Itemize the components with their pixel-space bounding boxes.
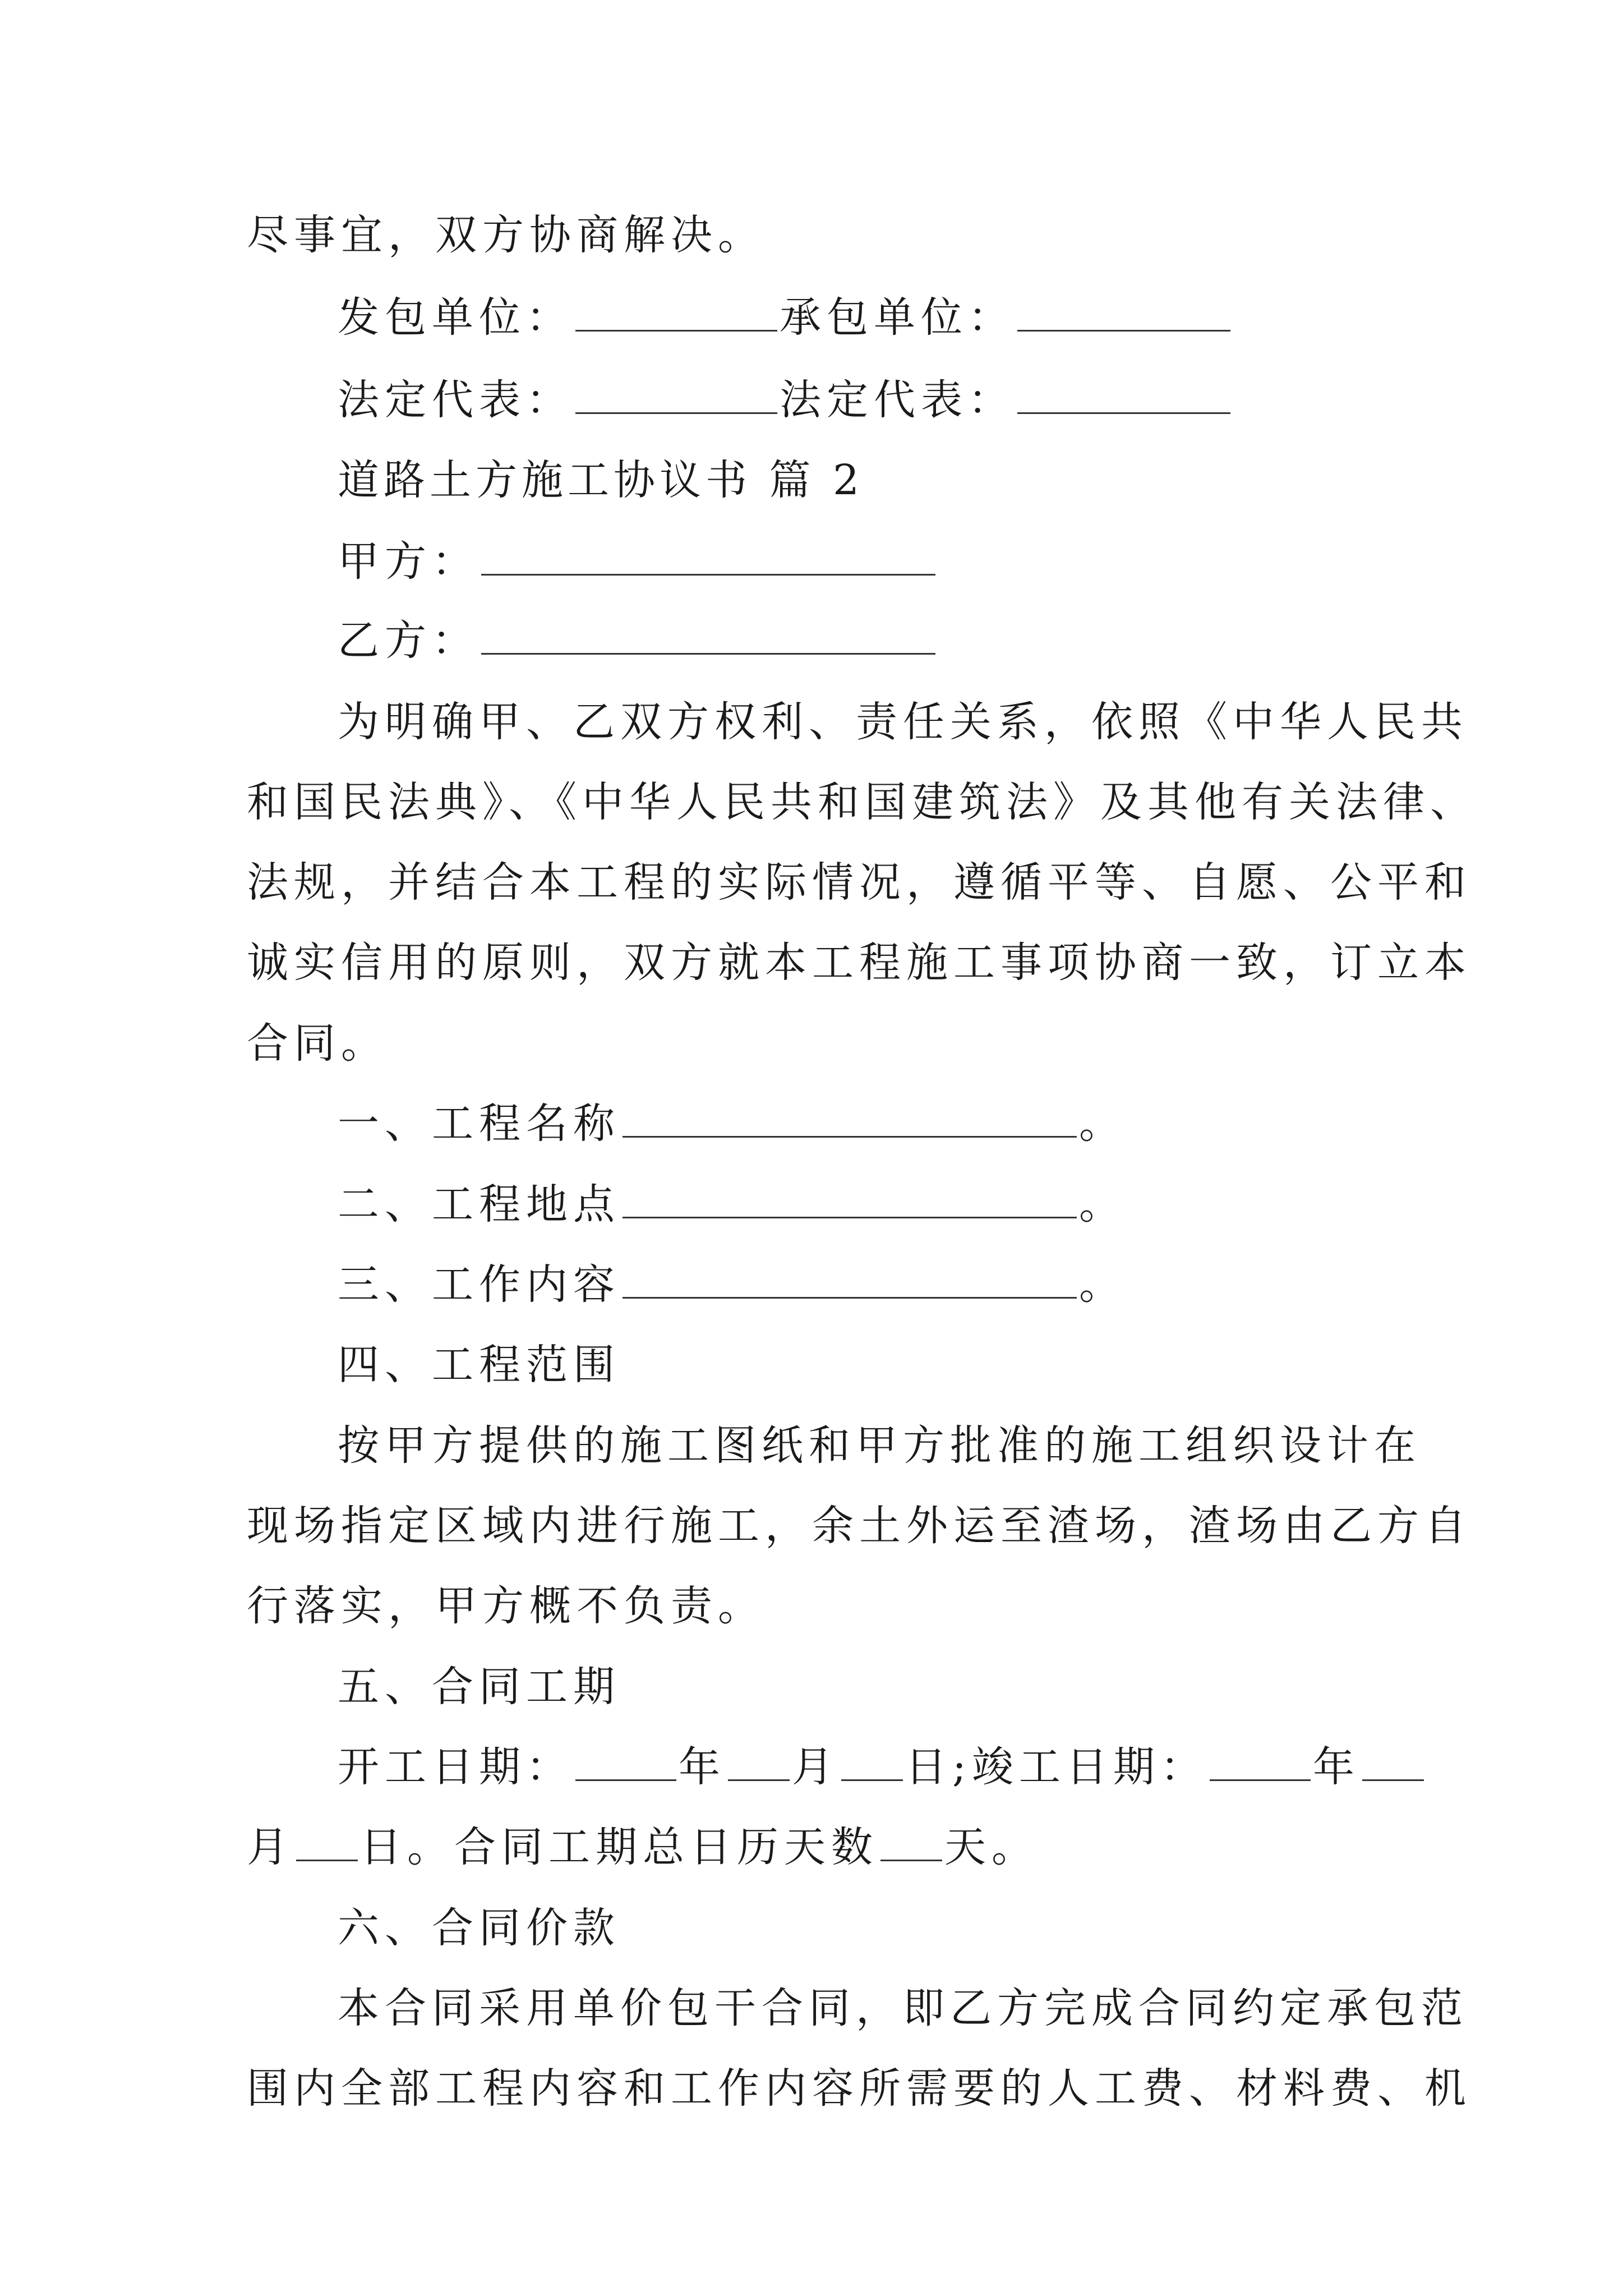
paragraph-line (247, 935, 1472, 991)
line-text: 本合同采用单价包干合同，即乙方完成合同约定承包范 (338, 1984, 1468, 2032)
party-b-label: 乙方： (338, 616, 479, 665)
section-title (338, 452, 864, 508)
month-label: 月 (247, 1823, 294, 1871)
paragraph-line (338, 694, 1468, 750)
clause-label: 一、工程名称 (338, 1099, 620, 1148)
heading-text: 四、工程范围 (338, 1341, 620, 1389)
clause-label: 三、工作内容 (338, 1260, 620, 1309)
employer-rep-label: 法定代表： (338, 376, 573, 424)
duration-label: 日。合同工期总日历天数 (360, 1823, 878, 1871)
contractor-rep-blank[interactable] (1017, 373, 1230, 414)
paragraph-line (247, 1578, 765, 1634)
clause-heading (338, 1900, 620, 1956)
clause-work-content (338, 1257, 1126, 1313)
start-day-blank[interactable] (841, 1740, 903, 1781)
signature-line-rep (338, 372, 1233, 428)
project-location-blank[interactable] (623, 1177, 1077, 1218)
clause-project-location (338, 1176, 1126, 1232)
schedule-line (338, 1739, 1426, 1795)
paragraph-line (247, 207, 765, 263)
month-label: 月 (792, 1743, 839, 1791)
employer-blank[interactable] (575, 291, 777, 332)
clause-heading (338, 1337, 620, 1393)
clause-label: 二、工程地点 (338, 1180, 620, 1228)
line-text: 尽事宜，双方协商解决。 (247, 211, 765, 259)
start-date-label: 开工日期： (338, 1743, 573, 1791)
heading-text: 五、合同工期 (338, 1663, 620, 1711)
line-text: 和国民法典》、《中华人民共和国建筑法》及其他有关法律、 (247, 778, 1477, 826)
paragraph-line (247, 774, 1477, 830)
contractor-blank[interactable] (1017, 291, 1230, 332)
party-a-line (338, 533, 938, 590)
paragraph-line (338, 1418, 1421, 1474)
party-b-blank[interactable] (481, 614, 935, 655)
line-text: 为明确甲、乙双方权利、责任关系，依照《中华人民共 (338, 698, 1468, 746)
line-text: 围内全部工程内容和工作内容所需要的人工费、材料费、机 (247, 2064, 1472, 2113)
clause-end: 。 (1079, 1180, 1126, 1228)
schedule-line (247, 1819, 1039, 1875)
clause-heading (338, 1659, 620, 1715)
party-a-label: 甲方： (338, 537, 479, 586)
line-text: 按甲方提供的施工图纸和甲方批准的施工组织设计在 (338, 1421, 1421, 1470)
paragraph-line (247, 2060, 1472, 2116)
line-text: 行落实，甲方概不负责。 (247, 1582, 765, 1630)
party-a-blank[interactable] (481, 535, 935, 576)
finish-month-blank[interactable] (1362, 1740, 1424, 1781)
paragraph-line (247, 1498, 1472, 1554)
line-text: 合同。 (247, 1019, 388, 1068)
year-label: 年 (1312, 1743, 1360, 1791)
days-label: 天。 (944, 1823, 1039, 1871)
project-name-blank[interactable] (623, 1097, 1077, 1138)
finish-date-label: 日;竣工日期： (905, 1743, 1207, 1791)
duration-blank[interactable] (880, 1820, 942, 1861)
finish-year-blank[interactable] (1210, 1740, 1311, 1781)
line-text: 现场指定区域内进行施工，余土外运至渣场，渣场由乙方自 (247, 1502, 1472, 1550)
start-year-blank[interactable] (575, 1740, 676, 1781)
start-month-blank[interactable] (728, 1740, 790, 1781)
year-label: 年 (679, 1743, 726, 1791)
heading-text: 六、合同价款 (338, 1904, 620, 1952)
contractor-rep-label: 法定代表： (780, 376, 1015, 424)
finish-day-blank[interactable] (296, 1820, 358, 1861)
line-text: 诚实信用的原则，双方就本工程施工事项协商一致，订立本 (247, 938, 1472, 987)
line-text: 法规，并结合本工程的实际情况，遵循平等、自愿、公平和 (247, 858, 1472, 907)
employer-rep-blank[interactable] (575, 373, 777, 414)
clause-project-name (338, 1096, 1126, 1152)
contractor-label: 承包单位： (780, 293, 1015, 342)
paragraph-line (247, 854, 1472, 910)
clause-end: 。 (1079, 1260, 1126, 1309)
title-text: 道路土方施工协议书 篇 2 (338, 456, 864, 504)
signature-line-unit (338, 289, 1233, 346)
paragraph-line (338, 1980, 1468, 2036)
party-b-line (338, 613, 938, 669)
employer-label: 发包单位： (338, 293, 573, 342)
work-content-blank[interactable] (623, 1258, 1077, 1299)
clause-end: 。 (1079, 1099, 1126, 1148)
paragraph-line (247, 1015, 388, 1071)
